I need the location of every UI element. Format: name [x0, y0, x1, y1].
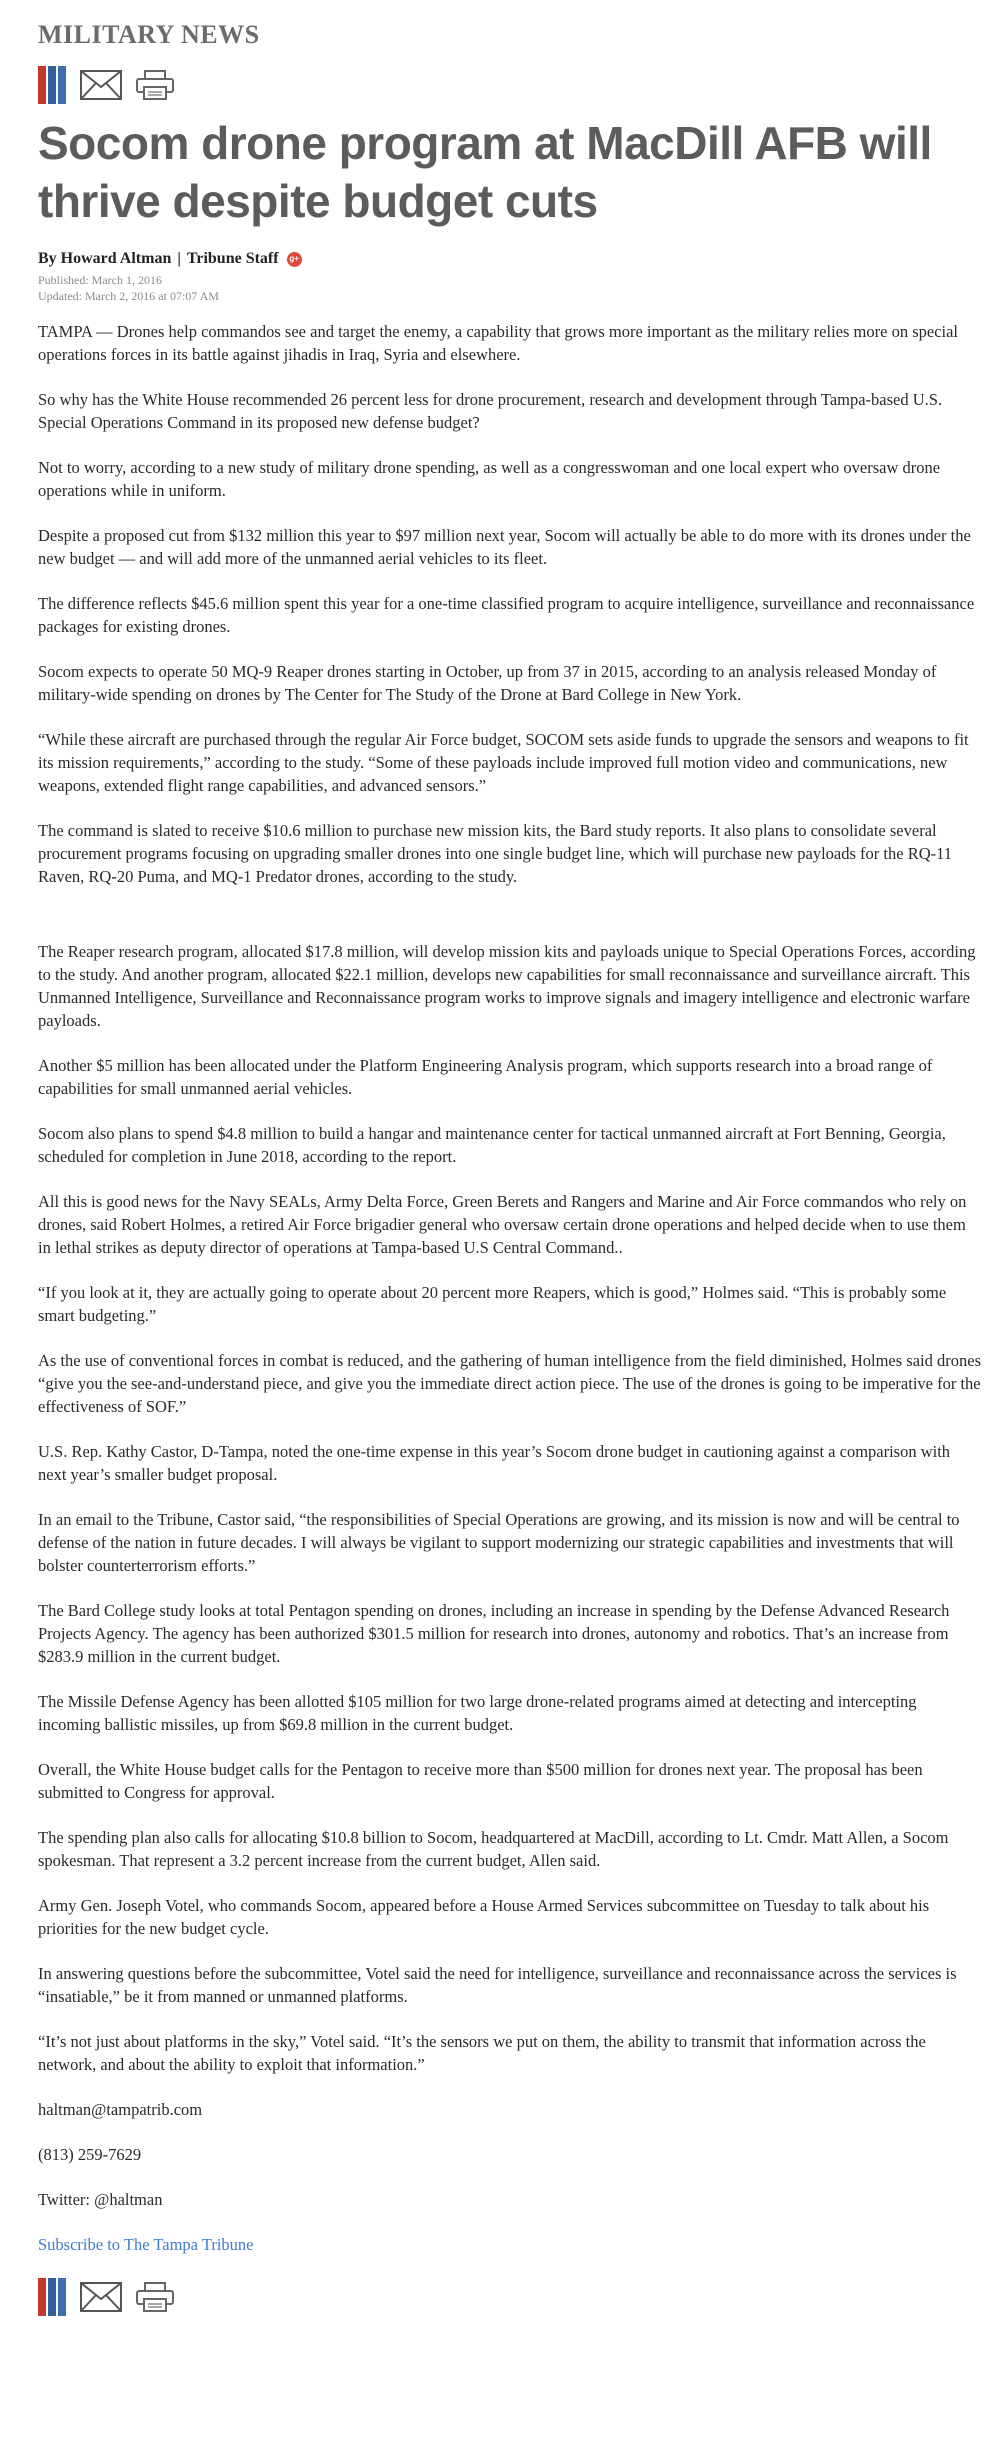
paragraph: The Reaper research program, allocated $17.8 million, will develop mission kits and payloads unique to Special Operations Forces, according to the study. And another program, allocated $22.1 million, develops new capabilities for small reconnaissance and surveillance aircraft. This Unmanned Intelligence, Surveillance and Reconnaissance program works to improve signals and imagery intelligence and electronic warfare payloads. [38, 942, 976, 1030]
published-date: Published: March 1, 2016 [38, 273, 162, 287]
paragraph: The command is slated to receive $10.6 million to purchase new mission kits, the Bard study reports. It also plans to consolidate several procurement programs focusing on upgrading smaller drones into one single budget line, which will purchase new payloads for the RQ-11 Raven, RQ-20 Puma, and MQ-1 Predator drones, according to the study. [38, 821, 953, 886]
publication-name: Tribune Staff [186, 250, 279, 267]
paragraph: Not to worry, according to a new study of military drone spending, as well as a congresswoman and one local expert who oversaw drone operations while in uniform. [38, 458, 941, 500]
article-dates [38, 272, 982, 304]
byline-separator: | [177, 250, 181, 267]
paragraph: Socom also plans to spend $4.8 million to build a hangar and maintenance center for tactical unmanned aircraft at Fort Benning, Georgia, scheduled for completion in June 2018, according to the report. [38, 1124, 946, 1166]
printer-icon[interactable] [136, 2282, 174, 2312]
article-page [38, 16, 982, 2326]
subscribe-link[interactable]: Subscribe to The Tampa Tribune [38, 2235, 254, 2254]
paragraph: As the use of conventional forces in combat is reduced, and the gathering of human intelligence from the field diminished, Holmes said drones “give you the see-and-understand piece, and give you the immediate direct action piece. The use of the drones is going to be imperative for the effectiveness of SOF.” [38, 1351, 981, 1416]
paragraph: The Missile Defense Agency has been allotted $105 million for two large drone-related programs aimed at detecting and intercepting incoming ballistic missiles, up from $69.8 million in the current budget. [38, 1692, 917, 1734]
google-plus-icon[interactable]: g+ [287, 252, 302, 267]
paragraph: The difference reflects $45.6 million spent this year for a one-time classified program to acquire intelligence, surveillance and reconnaissance packages for existing drones. [38, 594, 975, 636]
paragraph: Overall, the White House budget calls for the Pentagon to receive more than $500 million for drones next year. The proposal has been submitted to Congress for approval. [38, 1760, 923, 1802]
paragraph: So why has the White House recommended 26 percent less for drone procurement, research and development through Tampa-based U.S. Special Operations Command in its proposed new defense budget? [38, 390, 943, 432]
paragraph: Another $5 million has been allocated under the Platform Engineering Analysis program, which supports research into a broad range of capabilities for small unmanned aerial vehicles. [38, 1056, 933, 1098]
paragraph: TAMPA — Drones help commandos see and target the enemy, a capability that grows more important as the military relies more on special operations forces in its battle against jihadis in Iraq, Syria and elsewhere. [38, 322, 959, 364]
author-name[interactable]: By Howard Altman [38, 250, 172, 267]
social-share-icon[interactable] [38, 66, 66, 104]
paragraph: In an email to the Tribune, Castor said, “the responsibilities of Special Operations are growing, and its mission is now and will be central to defense of the nation in future decades. I will always be vigilant to support modernizing our strategic capabilities and investments that will bolster counterterrorism efforts.” [38, 1510, 960, 1575]
paragraph: “While these aircraft are purchased through the regular Air Force budget, SOCOM sets aside funds to upgrade the sensors and weapons to fit its mission requirements,” according to the study. “Some of these payloads include improved full motion video and communications, new weapons, extended flight range capabilities, and advanced sensors.” [38, 730, 969, 795]
paragraph: “It’s not just about platforms in the sky,” Votel said. “It’s the sensors we put on them, the ability to transmit that information across the network, and about the ability to exploit that information.” [38, 2032, 926, 2074]
envelope-icon[interactable] [80, 2282, 122, 2312]
paragraph: All this is good news for the Navy SEALs, Army Delta Force, Green Berets and Rangers and Marine and Air Force commandos who rely on drones, said Robert Holmes, a retired Air Force brigadier general who oversaw certain drone operations and helped decide when to use them in lethal strikes as deputy director of operations at Tampa-based U.S Central Command.. [38, 1192, 967, 1257]
article-body [38, 320, 982, 2256]
share-bar-bottom [38, 2278, 982, 2316]
paragraph: In answering questions before the subcommittee, Votel said the need for intelligence, surveillance and reconnaissance across the services is “insatiable,” be it from manned or unmanned platforms. [38, 1964, 957, 2006]
paragraph: U.S. Rep. Kathy Castor, D-Tampa, noted the one-time expense in this year’s Socom drone budget in cautioning against a comparison with next year’s smaller budget proposal. [38, 1442, 951, 1484]
paragraph: Socom expects to operate 50 MQ-9 Reaper drones starting in October, up from 37 in 2015, according to an analysis released Monday of military-wide spending on drones by The Center for The Study of the Drone at Bard College in New York. [38, 662, 937, 704]
headline: Socom drone program at MacDill AFB will thrive despite budget cuts [38, 117, 932, 227]
author-email[interactable]: haltman@tampatrib.com [38, 2100, 203, 2119]
paragraph: The Bard College study looks at total Pentagon spending on drones, including an increase in spending by the Defense Advanced Research Projects Agency. The agency has been authorized $301.5 million for research into drones, autonomy and robotics. That’s an increase from $283.9 million in the current budget. [38, 1601, 950, 1666]
paragraph: The spending plan also calls for allocating $10.8 billion to Socom, headquartered at MacDill, according to Lt. Cmdr. Matt Allen, a Socom spokesman. That represent a 3.2 percent increase from the current budget, Allen said. [38, 1828, 949, 1870]
section-label: MILITARY NEWS [38, 20, 260, 49]
printer-icon[interactable] [136, 70, 174, 100]
byline [38, 248, 982, 270]
author-twitter[interactable]: Twitter: @haltman [38, 2190, 163, 2209]
author-phone: (813) 259-7629 [38, 2145, 142, 2164]
updated-date: Updated: March 2, 2016 at 07:07 AM [38, 289, 219, 303]
paragraph: Despite a proposed cut from $132 million this year to $97 million next year, Socom will actually be able to do more with its drones under the new budget — and will add more of the unmanned aerial vehicles to its fleet. [38, 526, 971, 568]
paragraph: Army Gen. Joseph Votel, who commands Socom, appeared before a House Armed Services subcommittee on Tuesday to talk about his priorities for the new budget cycle. [38, 1896, 930, 1938]
social-share-icon[interactable] [38, 2278, 66, 2316]
share-bar-top [38, 66, 982, 104]
paragraph: “If you look at it, they are actually going to operate about 20 percent more Reapers, which is good,” Holmes said. “This is probably some smart budgeting.” [38, 1283, 947, 1325]
envelope-icon[interactable] [80, 70, 122, 100]
